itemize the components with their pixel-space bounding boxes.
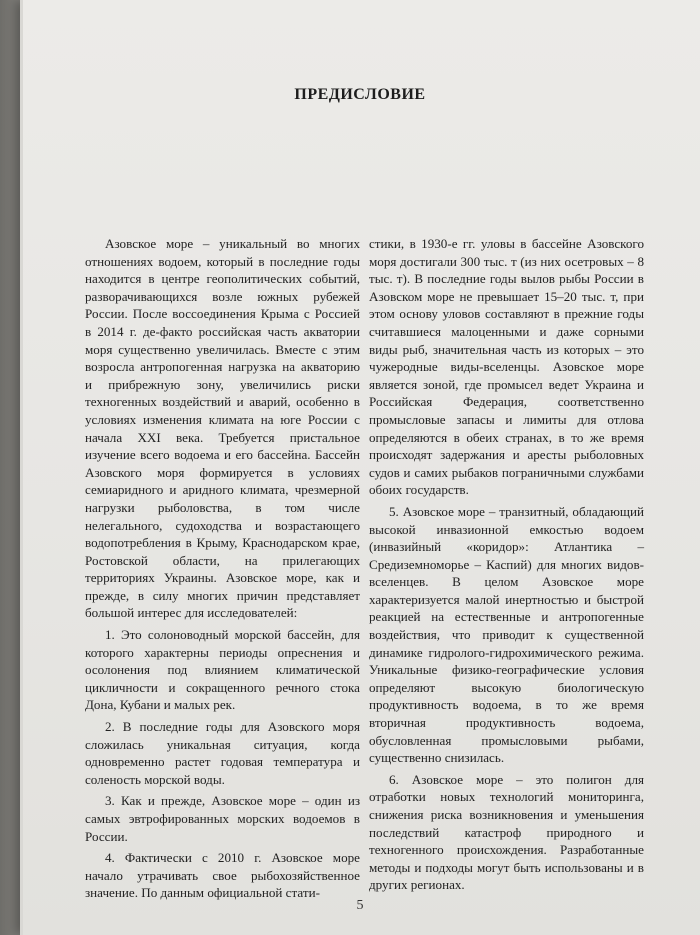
paragraph: 1. Это солоноводный морской бассейн, для которого характерны периоды опреснения и осолонения под влиянием климатической цикличности и сокращенного речного стока Дона, Кубани и малых рек. [85, 627, 360, 713]
left-text-column [85, 235, 360, 906]
paragraph: Азовское море – уникальный во многих отношениях водоем, который в последние годы находится в центре геополитических событий, разворачивающихся возле южных рубежей России. После воссоединения Крыма с Россией в 2014 г. де-факто российская часть акватории моря существенно увеличилась. Вместе с этим возросла антропогенная нагрузка на акваторию и прибрежную зону, увеличились риски техногенных воздействий и аварий, особенно в условиях изменения климата на юге России с начала XXI века. Требуется пристальное изучение всего водоема и его бассейна. Бассейн Азовского моря формируется в условиях семиаридного и аридного климата, чрезмерной нагрузки рыболовства, в том числе нелегального, судоходства и возрастающего водопотребления в Крыму, Краснодарском крае, Ростовской области, на прилегающих территориях Украины. Азовское море, как и прежде, в силу многих причин представляет большой интерес для исследователей: [85, 236, 360, 621]
paragraph: 6. Азовское море – это полигон для отработки новых технологий мониторинга, снижения риска возникновения и уменьшения последствий катастроф природного и техногенного происхождения. Разработанные методы и подходы могут быть использованы и в других регионах. [369, 771, 644, 893]
paragraph: 4. Фактически с 2010 г. Азовское море начало утрачивать свое рыбохозяйственное значение. По данным официальной стати- [85, 850, 360, 901]
paragraph: стики, в 1930-е гг. уловы в бассейне Азовского моря достигали 300 тыс. т (из них осетровых – 8 тыс. т). В последние годы вылов рыбы России в Азовском море не превышает 15–20 тыс. т, при этом основу уловов составляют в прежние годы считавшиеся малоценными и даже сорными виды рыб, значительная часть из которых – это чужеродные виды-вселенцы. Азовское море является зоной, где промысел ведет Украина и Российская Федерация, соответственно промысловые запасы и лимиты для отлова определяются в обеих странах, в то же время происходят задержания и аресты рыболовных судов и самих рыбаков пограничными службами обоих государств. [369, 236, 644, 498]
paragraph: 3. Как и прежде, Азовское море – один из самых эвтрофированных морских водоемов в России. [85, 793, 360, 844]
page-edge [20, 0, 23, 935]
page-title: ПРЕДИСЛОВИЕ [294, 86, 426, 103]
right-text-column [369, 235, 644, 898]
paragraph: 2. В последние годы для Азовского моря сложилась уникальная ситуация, когда одновременно растет годовая температура и соленость морской воды. [85, 719, 360, 787]
page-number: 5 [356, 898, 364, 913]
paragraph: 5. Азовское море – транзитный, обладающий высокой инвазионной емкостью водоем (инвазийный «коридор»: Атлантика – Средиземноморье – Каспий) для многих видов-вселенцев. В целом Азовское море характеризуется малой инертностью и быстрой реакцией на естественные и антропогенные воздействия, что приводит к существенной динамике гидролого-гидрохимического режима. Уникальные физико-географические условия определяют высокую биологическую продуктивность водоема, в то же время вторичная продуктивность водоема, обусловленная промысловыми рыбами, существенно снизилась. [369, 503, 644, 766]
